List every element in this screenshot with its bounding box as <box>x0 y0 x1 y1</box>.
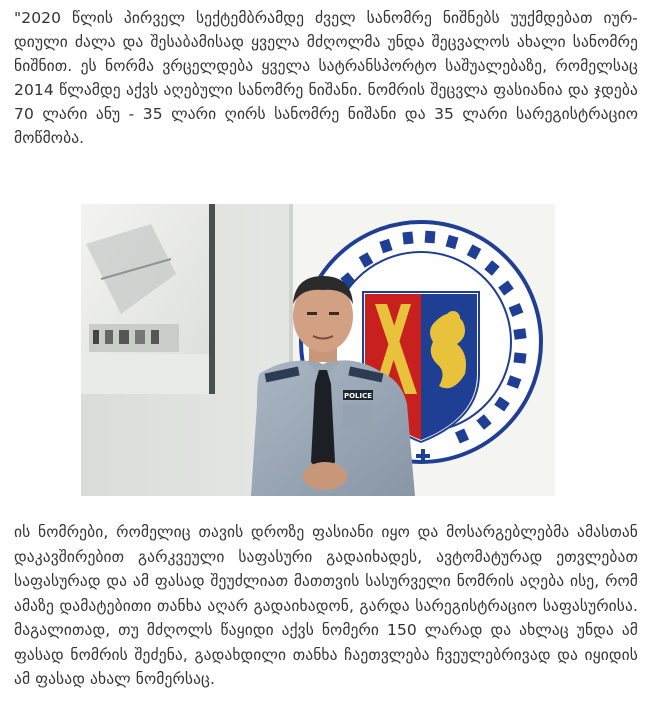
police-badge: POLICE <box>343 392 373 400</box>
projector-screen <box>81 204 215 394</box>
article-photo <box>81 204 555 496</box>
article-paragraph-2: ის ნომრები, რომელიც თავის დროზე ფასიანი იყო და მოსარგებლებმა ამასთან დაკავშირებით გარკვეული საფასური გადაიხადეს, ავტომატურად ეთვლებათ საფასურად და ამ ფასად შეუძლიათ მათთვის სასურველი ნომრის აღება ისე, რომ ამაზე დამატებითი თანხა აღარ გადაიხადონ, გარდა სარეგისტრაციო საფასურისა. მაგალითად, თუ მძღოლს წაყიდი აქვს ნომერი 150 ლარად და ახლაც უნდა ამ ფასად ნომრის შეძენა, გადახდილი თანხა ჩაეთვლება ჩვეულებრივად და იყიდის ამ ფასად ახალ ნომერსაც. <box>14 523 638 688</box>
article-paragraph-1: "2020 წლის პირველ სექტემბრამდე ძველ სანომრე ნიშნებს უუქმდებათ იურ-დიული ძალა და შესაბამისად ყველა მძღოლმა უნდა შეცვალოს ახალი სანომრე ნიშნით. ეს ნორმა ვრცელდება ყველა სატრანსპორტო საშუალებაზე, რომელსაც 2014 წლამდე აქვს აღებული სანომრე ნიშანი. ნომრის შეცვლა ფასიანია და ჯდება 70 ლარი ანუ - 35 ლარი ღირს სანომრე ნიშანი და 35 ლარი სარეგისტრაციო მოწმობა. <box>14 9 638 147</box>
